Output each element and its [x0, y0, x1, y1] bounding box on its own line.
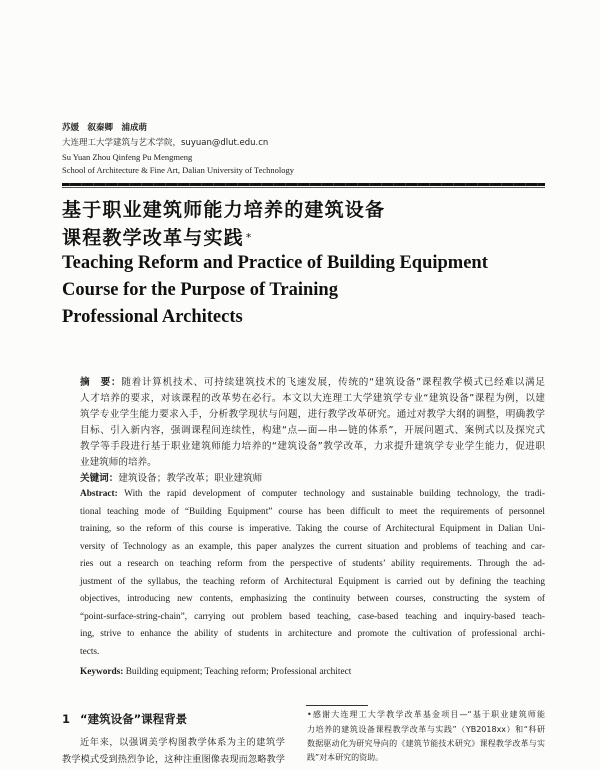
- keywords-en-text: Building equipment; Teaching reform; Professional architect: [123, 667, 352, 677]
- abstract-cn-text: 随着计算机技术、可持续建筑技术的飞速发展，传统的“建筑设备”课程教学模式已经难以满足: [121, 377, 545, 388]
- abstract-cn-line: 筑学专业学生能力要求入手，分析教学现状与问题，进行教学改革研究。通过对教学大纲的调整，明确教学: [80, 409, 545, 420]
- abstract-cn-line: 目标、引入新内容，强调课程间连续性，构建“点—面—串—链的体系”，开展问题式、案例式以及探究式: [80, 425, 545, 436]
- section-title: “建筑设备”课程背景: [80, 712, 188, 726]
- keywords-cn-text: 建筑设备；教学改革；职业建筑师: [118, 473, 263, 484]
- footnote-rule: [306, 705, 368, 706]
- abstract-en-line: “point-surface-string-chain”, carrying out problem based teaching, case-based teaching and inquiry-based teach-: [80, 611, 545, 622]
- abstract-cn-line: 教学等手段进行基于职业建筑师能力培养的“建筑设备”教学改革，力求提升建筑学专业学生能力，促进职: [80, 441, 545, 452]
- header-rule: [62, 183, 545, 186]
- affiliation-cn: 大连理工大学建筑与艺术学院，suyuan@dlut.edu.cn: [62, 138, 269, 148]
- keywords-cn: [80, 472, 545, 486]
- title-en-line: Course for the Purpose of Training: [62, 280, 338, 300]
- affiliation-en: School of Architecture & Fine Art, Dalian University of Technology: [62, 165, 295, 175]
- section-heading: [62, 711, 187, 727]
- title-cn-line: 基于职业建筑师能力培养的建筑设备: [62, 199, 386, 221]
- abstract-en-line: objectives, introducing new contents, emphasizing the continuity between courses, constructing the system of: [80, 594, 545, 604]
- abstract-cn-line: 人才培养的要求，对该课程的改革势在必行。本文以大连理工大学建筑学专业“建筑设备”课程为例，以建: [80, 393, 545, 404]
- title-en-line: Professional Architects: [62, 307, 243, 327]
- title-en-line: Teaching Reform and Practice of Building Equipment: [62, 253, 488, 273]
- body-text-line: 近年来，以强调美学构图教学体系为主的建筑学: [80, 737, 285, 748]
- section-number: 1: [62, 712, 71, 726]
- title-cn-line: [62, 226, 253, 250]
- keywords-en-label: Keywords:: [80, 667, 124, 677]
- footnote-line: 力培养的建筑设备课程教学改革与实践”（YB2018xx）和“科研: [307, 725, 545, 734]
- abstract-en-line: justment of the syllabus, the teaching reform of Architectural Equipment is carried out by defining the teaching: [80, 576, 545, 587]
- header-rule-thin: [62, 187, 545, 188]
- abstract-en-line: [80, 487, 545, 501]
- abstract-en-line: tects.: [80, 646, 100, 657]
- keywords-en: [80, 665, 545, 679]
- authors-cn: 苏媛 叙秦卿 浦成萌: [62, 123, 148, 133]
- title-footnote-mark: *: [245, 231, 253, 244]
- footnote-line: 数据驱动化为研究导向的《建筑节能技术研究》课程教学改革与实: [307, 739, 545, 748]
- title-cn-text: 课程教学改革与实践: [62, 227, 244, 249]
- abstract-cn-line: [80, 376, 545, 390]
- footnote-line: •感谢大连理工大学教学改革基金项目—“基于职业建筑师能: [307, 710, 545, 719]
- abstract-en-line: versity of Technology as an example, this paper analyzes the current situation and problems of teaching and car-: [80, 541, 545, 552]
- footnote-line: 践”对本研究的资助。: [307, 753, 384, 762]
- abstract-cn-label: 摘 要：: [80, 377, 122, 388]
- authors-en: Su Yuan Zhou Qinfeng Pu Mengmeng: [62, 152, 193, 162]
- body-text-line: 教学模式受到热烈争论，这种注重图像表现而忽略教学: [62, 754, 285, 765]
- abstract-en-line: training, so the reform of this course is imperative. Taking the course of Architectural Equipment in Dalian Uni-: [80, 524, 545, 534]
- keywords-cn-label: 关键词：: [80, 473, 119, 484]
- abstract-en-line: ries out a research on teaching reform from the perspective of students’ ability requirements. Through the ad-: [80, 559, 545, 569]
- abstract-en-line: ing, strive to enhance the ability of students in architecture and promote the cultivation of professional archi-: [80, 629, 545, 639]
- abstract-en-line: tional teaching mode of “Building Equipment” course has been difficult to meet the requirements of personnel: [80, 506, 545, 517]
- abstract-en-text: With the rapid development of computer technology and sustainable building technology, the tradi-: [117, 489, 545, 499]
- abstract-en-label: Abstract:: [80, 489, 118, 499]
- abstract-cn-line: 业建筑师的培养。: [80, 457, 157, 468]
